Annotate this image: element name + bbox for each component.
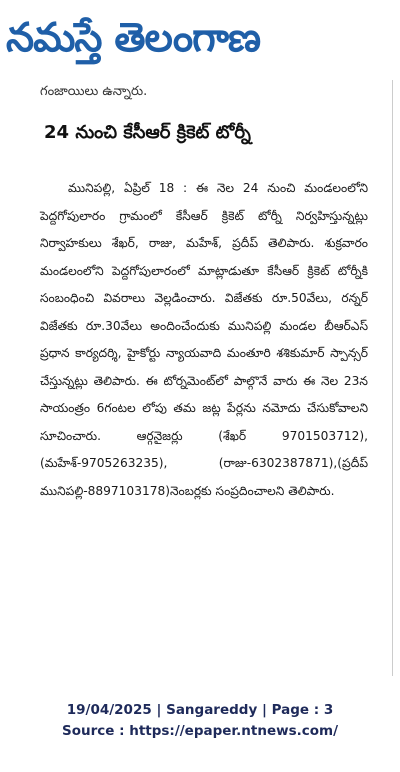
article-body: మునిపల్లి, ఏప్రిల్ 18 : ఈ నెల 24 నుంచి మండలంలోని పెద్దగోపులారం గ్రామంలో కేసీఆర్ క్రికెట్ టోర్నీ నిర్వహిస్తున్నట్లు నిర్వాహకులు శేఖర్, రాజు, మహేశ్, ప్రదీప్ తెలిపారు. శుక్రవారం మండలంలోని పెద్దగోపులారంలో మాట్లాడుతూ కేసీఆర్ క్రికెట్ టోర్నీకి సంబంధించి వివరాలు వెల్లడించారు. విజేతకు రూ.50వేలు, రన్నర్ విజేతకు రూ.30వేలు అందించేందుకు మునిపల్లి మండల బీఆర్ఎస్ ప్రధాన కార్యదర్శి, హైకోర్టు న్యాయవాది మంతూరి శశికుమార్ స్పాన్సర్ చేస్తున్నట్లు తెలిపారు. ఈ టోర్నమెంట్‌లో పాల్గొనే వారు ఈ నెల 23న సాయంత్రం 6గంటల లోపు తమ జట్ల పేర్లను నమోదు చేసుకోవాలని సూచించారు. ఆర్గనైజర్లు (శేఖర్ 9701503712),(మహేశ్-9705263235), (రాజు-6302387871),(ప్రదీప్ మునిపల్లి-8897103178)నెంబర్లకు సంప్రదించాలని తెలిపారు. [40,181,368,498]
footer-separator: | [261,702,267,718]
footer-page: Page : 3 [271,702,334,718]
article-headline: 24 నుంచి కేసీఆర్ క్రికెట్ టోర్నీ [44,122,251,143]
masthead-title: నమస్తే తెలంగాణ [6,15,261,61]
footer-source-line [0,721,400,742]
clipping-footer [0,700,400,742]
footer-source-link[interactable]: https://epaper.ntnews.com/ [129,723,339,739]
footer-meta-line [0,700,400,721]
newspaper-clipping [0,80,393,676]
footer-location: Sangareddy [166,702,258,718]
footer-date: 19/04/2025 [66,702,152,718]
footer-separator: | [156,702,162,718]
masthead [0,0,400,78]
previous-article-fragment: గంజాయిలు ఉన్నారు. [40,84,148,99]
footer-source-label: Source : [61,723,125,739]
